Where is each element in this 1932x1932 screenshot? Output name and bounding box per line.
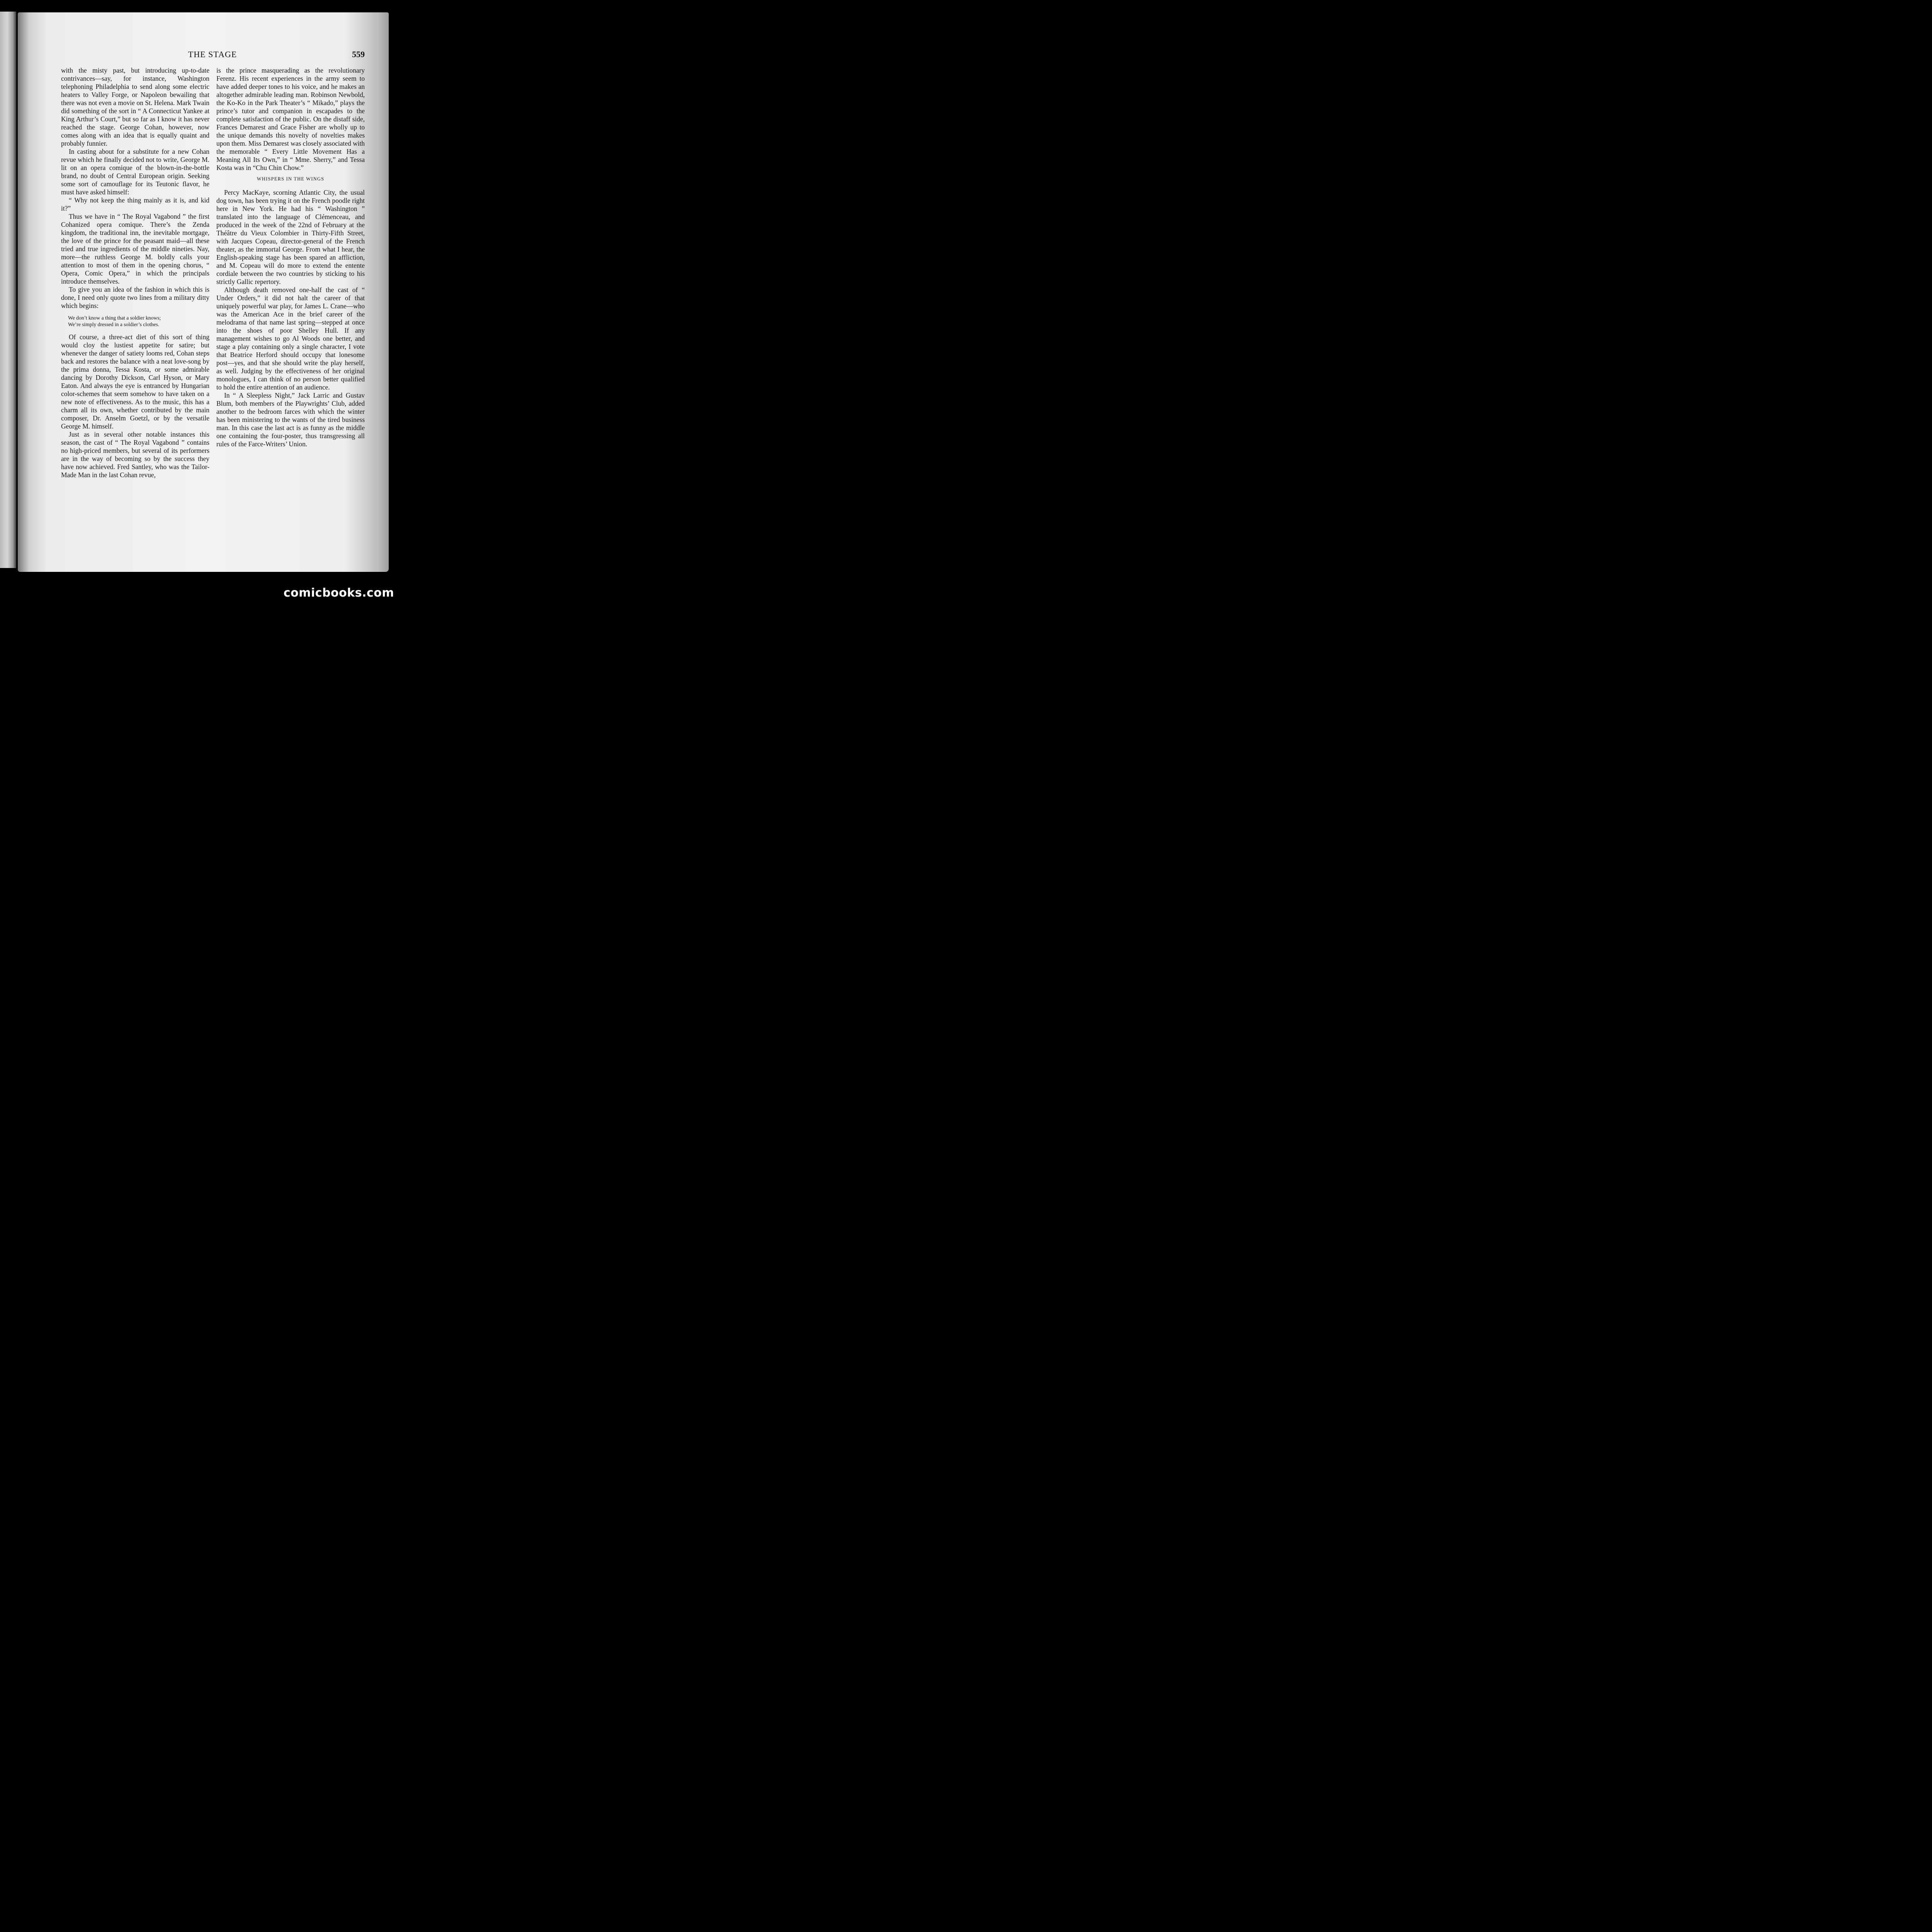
paragraph: Of course, a three-act diet of this sort of thing would cloy the lustiest appetite for satire; but whenever the danger of satiety looms red, Cohan steps back and restores the balance with a neat love-song by the prima donna, Tessa Kosta, or some admirable dancing by Dorothy Dickson, Carl Hyson, or Mary Eaton. And always the eye is entranced by Hungarian color-schemes that seem somehow to have taken on a new note of effectiveness. As to the music, this has a charm all its own, whether contributed by the main composer, Dr. Anselm Goetzl, or by the versatile George M. himself.	[61, 333, 209, 430]
watermark-text: comicbooks.com	[283, 586, 394, 600]
paragraph: Thus we have in “ The Royal Vagabond ” the first Cohanized opera comique. There’s the Zenda kingdom, the traditional inn, the inevitable mortgage, the love of the prince for the peasant maid—all these tried and true ingredients of the middle nineties. Nay, more—the ruthless George M. boldly calls your attention to most of them in the opening chorus, “ Opera, Comic Opera,” in which the principals introduce themselves.	[61, 213, 209, 285]
page-number: 559	[352, 49, 365, 59]
verse-line: We don’t know a thing that a soldier knows;	[68, 315, 161, 321]
paragraph: Although death removed one-half the cast of “ Under Orders,” it did not halt the career of that uniquely powerful war play, for James L. Crane—who was the American Ace in the brief career of the melodrama of that name last spring—stepped at once into the shoes of poor Shelley Hull. If any management wishes to go Al Woods one better, and stage a play containing only a single character, I vote that Beatrice Herford should occupy that lonesome post—yes, and that she should write the play herself, as well. Judging by the effectiveness of her original monologues, I can think of no person better qualified to hold the entire attention of an audience.	[216, 286, 365, 391]
paragraph: In “ A Sleepless Night,” Jack Larric and Gustav Blum, both members of the Playwrights’ Club, added another to the bedroom farces with which the winter has been ministering to the wants of the tired business man. In this case the last act is as funny as the middle one containing the four-poster, thus transgressing all rules of the Farce-Writers’ Union.	[216, 391, 365, 448]
paragraph: Just as in several other notable instances this season, the cast of “ The Royal Vagabond ” contains no high-priced members, but several of its performers are in the way of becoming so by the success they have now achieved. Fred Santley, who was the Tailor-Made Man in the last Cohan revue,	[61, 430, 209, 479]
verse-line: We’re simply dressed in a soldier’s clothes.	[68, 321, 160, 327]
right-column	[216, 66, 365, 448]
paragraph: To give you an idea of the fashion in which this is done, I need only quote two lines from a military ditty which begins:	[61, 286, 209, 310]
paragraph: Percy MacKaye, scorning Atlantic City, the usual dog town, has been trying it on the French poodle right here in New York. He had his “ Washington ” translated into the language of Clémenceau, and produced in the week of the 22nd of February at the Théâtre du Vieux Colombier in Thirty-Fifth Street, with Jacques Copeau, director-general of the French theater, as the immortal George. From what I hear, the English-speaking stage has been spared an affliction, and M. Copeau will do more to extend the entente cordiale between the two countries by sticking to his strictly Gallic repertory.	[216, 189, 365, 286]
paragraph: “ Why not keep the thing mainly as it is, and kid it?”	[61, 196, 209, 212]
paragraph: with the misty past, but introducing up-to-date contrivances—say, for instance, Washington telephoning Philadelphia to send along some electric heaters to Valley Forge, or Napoleon bewailing that there was not even a movie on St. Helena. Mark Twain did something of the sort in “ A Connecticut Yankee at King Arthur’s Court,” but so far as I know it has never reached the stage. George Cohan, however, now comes along with an idea that is equally quaint and probably funnier.	[61, 66, 209, 147]
running-head	[0, 39, 401, 59]
paragraph: is the prince masquerading as the revolutionary Ferenz. His recent experiences in the army seem to have added deeper tones to his voice, and he makes an altogether admirable leading man. Robinson Newbold, the Ko-Ko in the Park Theater’s “ Mikado,” plays the prince’s tutor and companion in escapades to the complete satisfaction of the public. On the distaff side, Frances Demarest and Grace Fisher are wholly up to the unique demands this novelty of novelties makes upon them. Miss Demarest was closely associated with the memorable “ Every Little Movement Has a Meaning All Its Own,” in “ Mme. Sherry,” and Tessa Kosta was in “Chu Chin Chow.”	[216, 66, 365, 172]
paragraph: In casting about for a substitute for a new Cohan revue which he finally decided not to write, George M. lit on an opera comique of the blown-in-the-bottle brand, no doubt of Central European origin. Seeking some sort of camouflage for its Teutonic flavor, he must have asked himself:	[61, 148, 209, 196]
facing-page-edge	[0, 12, 16, 568]
verse-quote	[68, 315, 209, 328]
left-column	[61, 66, 209, 479]
section-heading: WHISPERS IN THE WINGS	[257, 176, 325, 182]
running-title: THE STAGE	[188, 49, 237, 59]
